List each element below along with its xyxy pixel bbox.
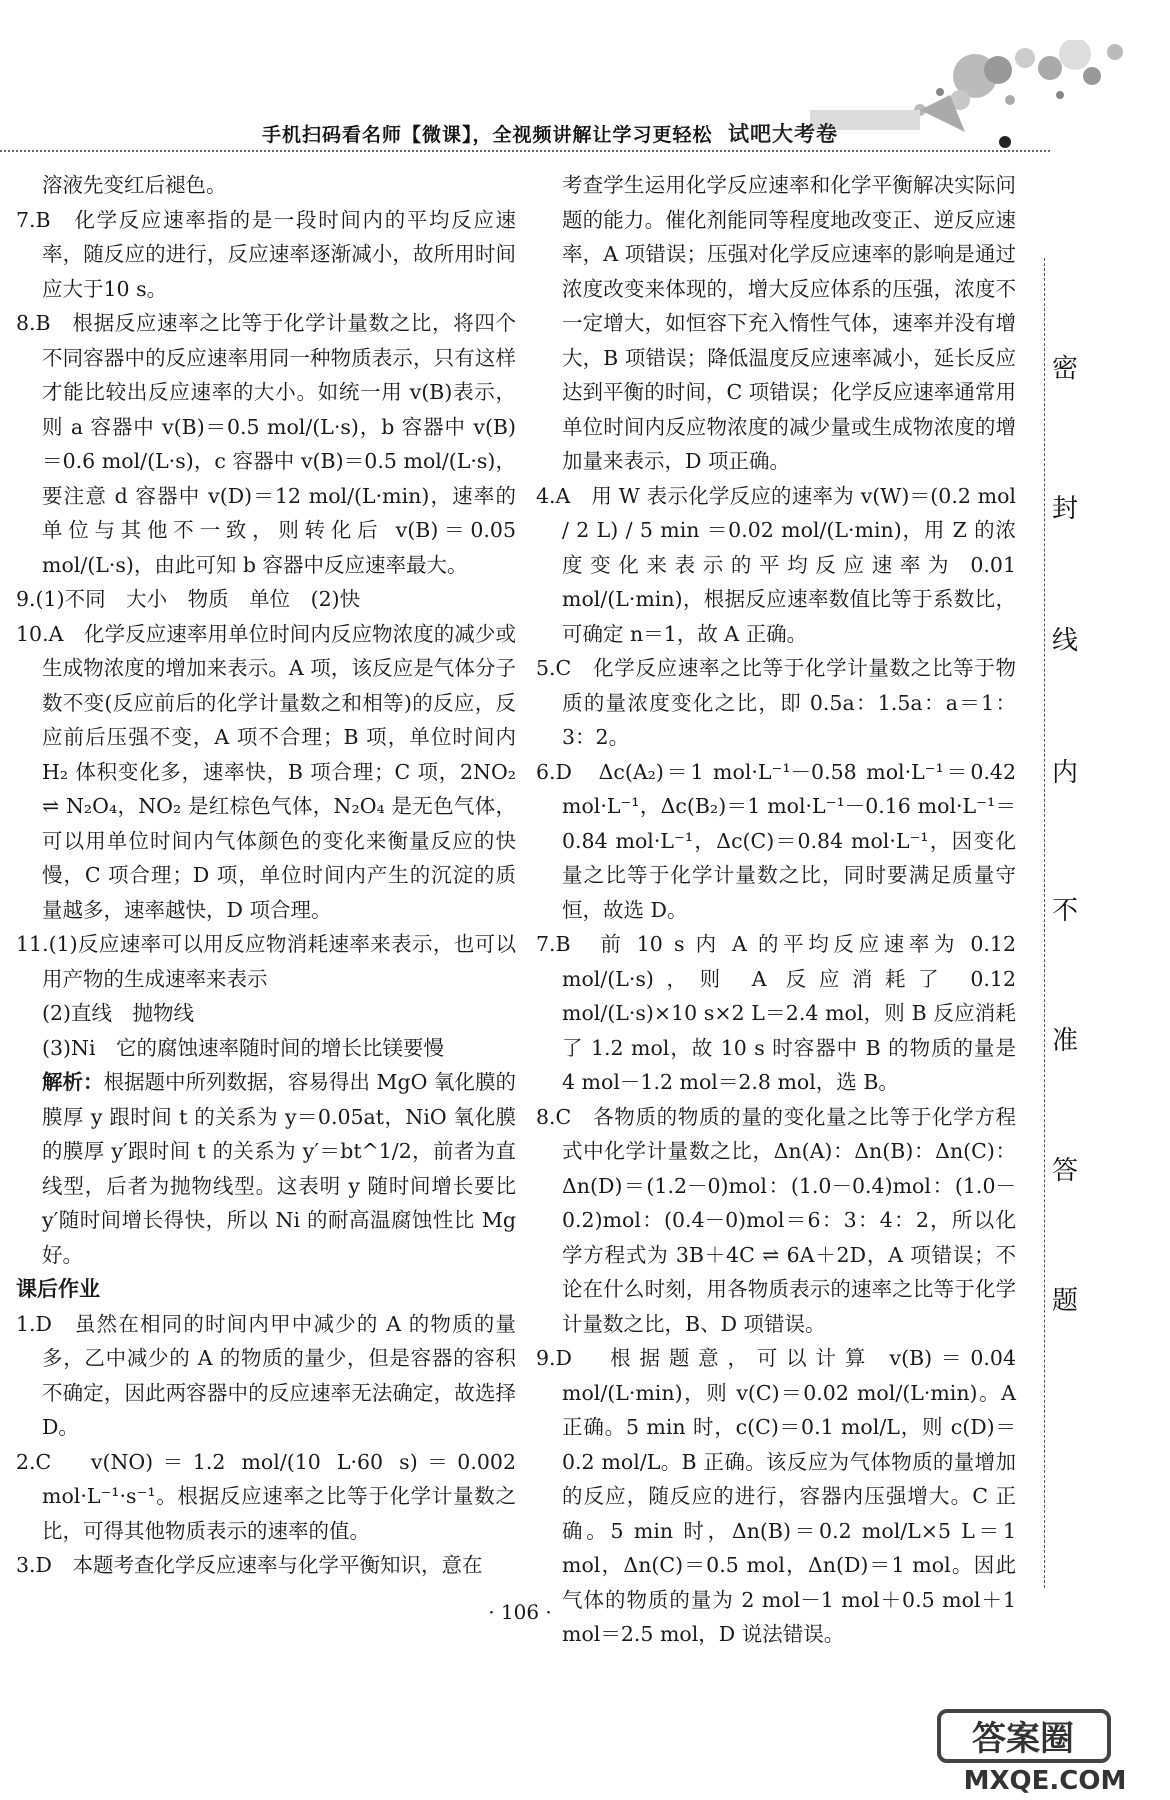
- answer-item: 3.D 本题考查化学反应速率与化学平衡知识，意在: [16, 1553, 483, 1577]
- left-column: [16, 168, 516, 1583]
- answer-item: 10.A 化学反应速率用单位时间内反应物浓度的减少或生成物浓度的增加来表示。A 项，该反应是气体分子数不变(反应前后的化学计量数之和相等)的反应，反应前后压强不变，A 项不合理；B 项，单位时间内 H₂ 体积变化多，速率快，B 项合理；C 项，2NO₂ ⇌ N₂O₄，NO₂ 是红棕色气体，N₂O₄ 是无色气体，可以用单位时间内气体颜色的变化来衡量反应的快慢，C 项合理；D 项，单位时间内产生的沉淀的质量越多，速率越快，D 项合理。: [16, 621, 516, 922]
- brand-logo-text: 试吧大考卷: [728, 122, 838, 146]
- analysis-text: 根据题中所列数据，容易得出 MgO 氧化膜的膜厚 y 跟时间 t 的关系为 y＝0.05at，NiO 氧化膜的膜厚 y′跟时间 t 的关系为 y′＝bt^1/2，前者为直线型，后者为抛物线型。这表明 y 随时间增长要比 y′随时间增长得快，所以 Ni 的耐高温腐蚀性比 Mg 好。: [42, 1070, 517, 1267]
- page-number: · 106 ·: [488, 1600, 552, 1624]
- page-header: [0, 0, 1170, 160]
- seal-notice-char: 不: [1050, 890, 1080, 927]
- answer-item: 8.B 根据反应速率之比等于化学计量数之比，将四个不同容器中的反应速率用同一种物质表示，只有这样才能比较出反应速率的大小。如统一用 v(B)表示，则 a 容器中 v(B)＝0.5 mol/(L·s)，b 容器中 v(B)＝0.6 mol/(L·s)，c 容器中 v(B)＝0.5 mol/(L·s)，要注意 d 容器中 v(D)＝12 mol/(L·min)，速率的单位与其他不一致，则转化后 v(B)＝0.05 mol/(L·s)，由此可知 b 容器中反应速率最大。: [16, 311, 516, 577]
- analysis-label: 解析：: [42, 1070, 104, 1094]
- header-dotted-rule: [0, 150, 1050, 152]
- watermark-url: MXQE.COM: [963, 1766, 1127, 1795]
- answer-text: (2)直线 抛物线: [42, 1001, 195, 1025]
- answer-item: 7.B 前 10 s 内 A 的平均反应速率为 0.12 mol/(L·s)，则 A 反应消耗了 0.12 mol/(L·s)×10 s×2 L＝2.4 mol，则 B 反应消耗了 1.2 mol，故 10 s 时容器中 B 的物质的量是 4 mol－1.2 mol＝2.8 mol，选 B。: [536, 932, 1016, 1094]
- answer-item: 11.(1)反应速率可以用反应物消耗速率来表示，也可以用产物的生成速率来表示: [16, 932, 516, 991]
- seal-notice-char: 准: [1050, 1020, 1080, 1057]
- answer-text: (3)Ni 它的腐蚀速率随时间的增长比镁要慢: [42, 1035, 445, 1060]
- answer-item: 6.D Δc(A₂)＝1 mol·L⁻¹－0.58 mol·L⁻¹＝0.42 mol·L⁻¹，Δc(B₂)＝1 mol·L⁻¹－0.16 mol·L⁻¹＝0.84 mol·L⁻¹，Δc(C)＝0.84 mol·L⁻¹，因变化量之比等于化学计量数之比，同时要满足质量守恒，故选 D。: [536, 759, 1016, 922]
- answer-item: 1.D 虽然在相同的时间内甲中减少的 A 的物质的量多，乙中减少的 A 的物质的量少，但是容器的容积不确定，因此两容器中的反应速率无法确定，故选择 D。: [16, 1311, 516, 1439]
- answer-item: 8.C 各物质的物质的量的变化量之比等于化学方程式中化学计量数之比，Δn(A)：Δn(B)：Δn(C)：Δn(D)＝(1.2－0)mol：(1.0－0.4)mol：(1.0－0.2)mol：(0.4－0)mol＝6：3：4：2，所以化学方程式为 3B＋4C ⇌ 6A＋2D，A 项错误；不论在什么时刻，用各物质表示的速率之比等于化学计量数之比，B、D 项错误。: [536, 1104, 1016, 1336]
- answer-item: 9.D 根据题意，可以计算 v(B)＝0.04 mol/(L·min)，则 v(C)＝0.02 mol/(L·min)。A 正确。5 min 时，c(C)＝0.1 mol/L，则 c(D)＝0.2 mol/L。B 正确。该反应为气体物质的量增加的反应，随反应的进行，容器内压强增大。C 正确。5 min 时，Δn(B)＝0.2 mol/L×5 L＝1 mol，Δn(C)＝0.5 mol，Δn(D)＝1 mol。因此气体的物质的量为 2 mol－1 mol＋0.5 mol＋1 mol＝2.5 mol，D 说法错误。: [536, 1346, 1016, 1646]
- seal-line-divider: [1044, 258, 1045, 1588]
- seal-notice-char: 内: [1050, 752, 1080, 789]
- answer-item: 5.C 化学反应速率之比等于化学计量数之比等于物质的量浓度变化之比，即 0.5a：1.5a：a＝1：3：2。: [536, 656, 1016, 749]
- answer-item: 7.B 化学反应速率指的是一段时间内的平均反应速率，随反应的进行，反应速率逐渐减小，故所用时间应大于10 s。: [16, 207, 516, 301]
- seal-notice-char: 线: [1050, 620, 1080, 657]
- answer-item: 9.(1)不同 大小 物质 单位 (2)快: [16, 587, 361, 611]
- seal-notice-char: 答: [1050, 1150, 1080, 1187]
- section-heading: 课后作业: [16, 1277, 100, 1301]
- answer-text: 溶液先变红后褪色。: [42, 173, 227, 197]
- seal-notice-char: 封: [1050, 488, 1080, 525]
- answer-text: 考查学生运用化学反应速率和化学平衡解决实际问题的能力。催化剂能同等程度地改变正、逆反应速率，A 项错误；压强对化学反应速率的影响是通过浓度改变来体现的，增大反应体系的压强，浓度不一定增大，如恒容下充入惰性气体，速率并没有增大，B 项错误；降低温度反应速率减小，延长反应达到平衡的时间，C 项错误；化学反应速率通常用单位时间内反应物浓度的减少量或生成物浓度的增加量来表示，D 项正确。: [562, 173, 1016, 473]
- header-slogan: 手机扫码看名师【微课】，全视频讲解让学习更轻松: [262, 124, 713, 146]
- watermark-title: 答案圈: [972, 1719, 1074, 1759]
- watermark-logo: [935, 1705, 1165, 1795]
- analysis-paragraph: [16, 1065, 516, 1272]
- answer-item: 2.C v(NO)＝1.2 mol/(10 L·60 s)＝0.002 mol·L⁻¹·s⁻¹。根据反应速率之比等于化学计量数之比，可得其他物质表示的速率的值。: [16, 1449, 516, 1543]
- seal-notice-char: 密: [1050, 348, 1080, 385]
- right-column: [536, 168, 1016, 1652]
- answer-item: 4.A 用 W 表示化学反应的速率为 v(W)＝(0.2 mol / 2 L) / 5 min ＝0.02 mol/(L·min)，用 Z 的浓度变化来表示的平均反应速率为 0.01 mol/(L·min)，根据反应速率数值比等于系数比，可确定 n＝1，故 A 正确。: [536, 483, 1016, 646]
- seal-notice-char: 题: [1050, 1280, 1080, 1317]
